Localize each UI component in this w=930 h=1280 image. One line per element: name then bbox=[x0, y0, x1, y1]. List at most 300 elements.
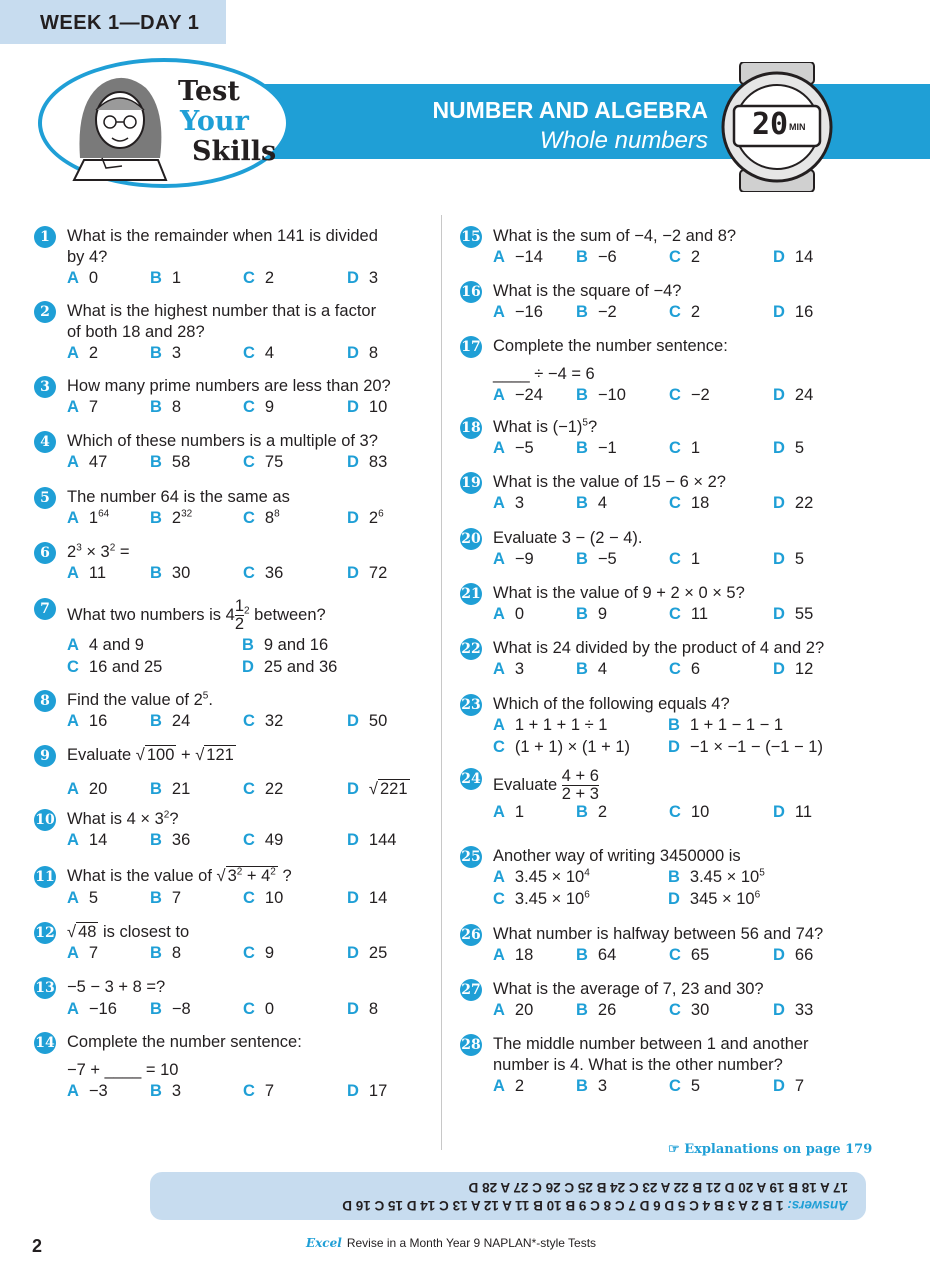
explanations-link[interactable] bbox=[668, 1142, 872, 1157]
option-value: −14 bbox=[514, 248, 543, 266]
option-letter: A bbox=[67, 398, 79, 416]
option-value: 2 bbox=[264, 269, 275, 287]
option-a[interactable] bbox=[67, 1081, 108, 1102]
option-d[interactable] bbox=[347, 711, 387, 732]
option-b[interactable] bbox=[150, 1081, 181, 1102]
option-value: 2 bbox=[597, 803, 608, 821]
option-value: 0 bbox=[264, 1000, 275, 1018]
option-value: 4 bbox=[597, 494, 608, 512]
question-text: −5 − 3 + 8 =? bbox=[67, 978, 166, 996]
option-a[interactable] bbox=[67, 711, 107, 732]
option-value: −10 bbox=[597, 386, 626, 404]
option-letter: A bbox=[67, 453, 79, 471]
superscript: 2 bbox=[163, 809, 170, 821]
option-b[interactable] bbox=[576, 549, 617, 570]
option-c[interactable] bbox=[243, 943, 274, 964]
option-a[interactable] bbox=[493, 385, 543, 406]
superscript: 6 bbox=[378, 508, 384, 520]
answers-label: Answers: bbox=[787, 1198, 848, 1213]
option-value: 4 and 9 bbox=[88, 636, 144, 654]
question-number-badge: 27 bbox=[460, 979, 482, 1001]
question-text-line-2: of both 18 and 28? bbox=[67, 323, 205, 341]
question-number-badge: 17 bbox=[460, 336, 482, 358]
option-c[interactable] bbox=[243, 999, 274, 1020]
option-d[interactable] bbox=[347, 779, 410, 800]
option-b[interactable] bbox=[150, 943, 181, 964]
option-c[interactable] bbox=[669, 1076, 700, 1097]
option-a[interactable] bbox=[67, 830, 107, 851]
option-b[interactable] bbox=[576, 438, 617, 459]
option-value: 1 bbox=[514, 803, 525, 821]
option-a[interactable] bbox=[67, 508, 109, 529]
option-value: $2^{32}$ bbox=[171, 508, 193, 527]
option-d[interactable] bbox=[773, 659, 813, 680]
option-letter: D bbox=[242, 658, 254, 676]
option-value: 1 + 1 − 1 − 1 bbox=[689, 716, 784, 734]
timer-unit: MIN bbox=[789, 122, 806, 132]
superscript: 5 bbox=[582, 417, 588, 429]
option-value: −16 bbox=[514, 303, 543, 321]
option-letter: B bbox=[150, 889, 162, 907]
option-b[interactable] bbox=[150, 508, 192, 529]
answers-strip bbox=[150, 1172, 866, 1220]
option-c[interactable] bbox=[669, 659, 700, 680]
option-value: 14 bbox=[368, 889, 388, 907]
option-d[interactable] bbox=[347, 888, 387, 909]
option-letter: C bbox=[669, 660, 681, 678]
option-value: $3.45 \times 10^5$ bbox=[689, 867, 765, 886]
option-value: 4 bbox=[264, 344, 275, 362]
option-letter: B bbox=[576, 248, 588, 266]
option-value: 10 bbox=[368, 398, 388, 416]
question-text: What is the value of 9 + 2 × 0 × 5? bbox=[493, 584, 745, 602]
option-value: 1 bbox=[171, 269, 182, 287]
option-value: 9 bbox=[597, 605, 608, 623]
option-letter: B bbox=[150, 398, 162, 416]
option-value: 2 bbox=[514, 1077, 525, 1095]
option-letter: B bbox=[150, 564, 162, 582]
option-value: −5 bbox=[597, 550, 617, 568]
option-c[interactable] bbox=[67, 657, 162, 678]
superscript: 6 bbox=[754, 889, 761, 901]
question-text-line-2: by 4? bbox=[67, 248, 108, 266]
option-letter: D bbox=[347, 831, 359, 849]
strand-title: NUMBER AND ALGEBRA bbox=[432, 97, 708, 123]
option-c[interactable] bbox=[243, 508, 280, 529]
superscript: 2 bbox=[270, 866, 276, 878]
option-letter: A bbox=[67, 944, 79, 962]
question-text: What is the remainder when 141 is divided bbox=[67, 227, 378, 245]
option-letter: C bbox=[669, 1001, 681, 1019]
option-d[interactable] bbox=[773, 604, 813, 625]
superscript: 4 bbox=[584, 867, 590, 879]
option-c[interactable] bbox=[669, 438, 700, 459]
option-value: −24 bbox=[514, 386, 543, 404]
option-value: −16 bbox=[88, 1000, 117, 1018]
radicand: 221 bbox=[379, 780, 408, 798]
question-number-badge: 11 bbox=[34, 866, 56, 888]
option-b[interactable] bbox=[576, 802, 607, 823]
option-letter: D bbox=[773, 439, 785, 457]
option-value bbox=[369, 779, 410, 798]
question-number-badge: 25 bbox=[460, 846, 482, 868]
option-a[interactable] bbox=[67, 943, 98, 964]
option-value: 47 bbox=[88, 453, 108, 471]
question-number-badge: 8 bbox=[34, 690, 56, 712]
option-d[interactable] bbox=[668, 889, 760, 910]
option-letter: B bbox=[668, 716, 680, 734]
option-a[interactable] bbox=[493, 1000, 533, 1021]
option-d[interactable] bbox=[347, 343, 378, 364]
option-b[interactable] bbox=[576, 604, 607, 625]
question-number-badge: 22 bbox=[460, 638, 482, 660]
option-a[interactable] bbox=[67, 268, 98, 289]
option-d[interactable] bbox=[347, 999, 378, 1020]
option-c[interactable] bbox=[243, 711, 283, 732]
test-your-skills-logo bbox=[38, 58, 290, 188]
question-number-badge: 7 bbox=[34, 598, 56, 620]
question-text-line-2: ____ ÷ −4 = 6 bbox=[493, 365, 595, 383]
option-letter: B bbox=[150, 944, 162, 962]
option-c[interactable] bbox=[669, 385, 710, 406]
option-b[interactable] bbox=[576, 247, 617, 268]
option-c[interactable] bbox=[669, 493, 709, 514]
option-b[interactable] bbox=[150, 999, 191, 1020]
radicand: $3^2 + 4^2$ bbox=[227, 866, 276, 885]
question-text: What two numbers is 4 $\frac{1}{2}$ $^2$ between? bbox=[67, 597, 326, 633]
option-a[interactable] bbox=[67, 452, 107, 473]
option-d[interactable] bbox=[773, 493, 813, 514]
option-value: 22 bbox=[264, 780, 284, 798]
option-c[interactable] bbox=[493, 889, 590, 910]
option-value: 3 bbox=[597, 1077, 608, 1095]
superscript: 32 bbox=[181, 508, 193, 520]
option-value: 8 bbox=[171, 398, 182, 416]
option-b[interactable] bbox=[576, 302, 617, 323]
option-d[interactable] bbox=[347, 268, 378, 289]
option-letter: A bbox=[493, 946, 505, 964]
option-letter: C bbox=[243, 269, 255, 287]
option-letter: C bbox=[669, 439, 681, 457]
option-d[interactable] bbox=[773, 802, 812, 823]
option-a[interactable] bbox=[67, 343, 98, 364]
option-a[interactable] bbox=[493, 802, 524, 823]
option-letter: B bbox=[576, 439, 588, 457]
option-letter: B bbox=[150, 269, 162, 287]
option-letter: C bbox=[243, 712, 255, 730]
option-b[interactable] bbox=[576, 659, 607, 680]
option-d[interactable] bbox=[773, 385, 813, 406]
question-text-line-2: number is 4. What is the other number? bbox=[493, 1056, 783, 1074]
option-letter: B bbox=[150, 831, 162, 849]
option-letter: A bbox=[493, 605, 505, 623]
option-letter: C bbox=[243, 344, 255, 362]
option-letter: B bbox=[576, 494, 588, 512]
option-a[interactable] bbox=[493, 867, 590, 888]
page-number: 2 bbox=[32, 1236, 43, 1256]
option-d[interactable] bbox=[668, 737, 823, 758]
option-d[interactable] bbox=[242, 657, 337, 678]
option-letter: D bbox=[347, 889, 359, 907]
option-letter: C bbox=[669, 550, 681, 568]
question-number-badge: 18 bbox=[460, 417, 482, 439]
timer-value: 20 bbox=[752, 107, 789, 142]
option-a[interactable] bbox=[493, 1076, 524, 1097]
option-value: −2 bbox=[690, 386, 710, 404]
topic-subtitle: Whole numbers bbox=[539, 127, 708, 154]
superscript: 5 bbox=[759, 867, 765, 879]
option-letter: D bbox=[347, 944, 359, 962]
option-d[interactable] bbox=[347, 830, 396, 851]
option-letter: D bbox=[773, 248, 785, 266]
option-a[interactable] bbox=[493, 438, 534, 459]
question-number-badge: 12 bbox=[34, 922, 56, 944]
option-c[interactable] bbox=[669, 945, 709, 966]
question-text: What is the value of 15 − 6 × 2? bbox=[493, 473, 726, 491]
option-a[interactable] bbox=[493, 247, 543, 268]
option-value: 2 bbox=[690, 248, 701, 266]
option-value: 10 bbox=[264, 889, 284, 907]
option-letter: A bbox=[67, 509, 79, 527]
option-b[interactable] bbox=[668, 715, 783, 736]
question-text: Find the value of $2^5$. bbox=[67, 690, 213, 709]
option-d[interactable] bbox=[773, 945, 813, 966]
option-b[interactable] bbox=[150, 830, 190, 851]
option-value: 11 bbox=[794, 803, 813, 821]
option-c[interactable] bbox=[243, 830, 283, 851]
option-b[interactable] bbox=[576, 945, 616, 966]
question-number-badge: 21 bbox=[460, 583, 482, 605]
option-c[interactable] bbox=[669, 604, 708, 625]
option-d[interactable] bbox=[773, 1076, 804, 1097]
option-value: 25 bbox=[368, 944, 388, 962]
option-value: 1 + 1 + 1 ÷ 1 bbox=[514, 716, 608, 734]
option-a[interactable] bbox=[67, 635, 144, 656]
option-c[interactable] bbox=[243, 268, 274, 289]
question-text: Evaluate 3 − (2 − 4). bbox=[493, 529, 643, 547]
option-b[interactable] bbox=[150, 888, 181, 909]
option-b[interactable] bbox=[150, 343, 181, 364]
option-letter: C bbox=[243, 780, 255, 798]
option-c[interactable] bbox=[243, 563, 283, 584]
question-number-badge: 1 bbox=[34, 226, 56, 248]
option-c[interactable] bbox=[243, 452, 283, 473]
superscript: 8 bbox=[274, 508, 280, 520]
option-letter: B bbox=[150, 1000, 162, 1018]
question-number-badge: 13 bbox=[34, 977, 56, 999]
option-letter: B bbox=[576, 1077, 588, 1095]
question-number-badge: 20 bbox=[460, 528, 482, 550]
option-b[interactable] bbox=[242, 635, 328, 656]
option-a[interactable] bbox=[493, 659, 524, 680]
option-letter: D bbox=[773, 550, 785, 568]
option-d[interactable] bbox=[347, 1081, 387, 1102]
option-letter: D bbox=[773, 494, 785, 512]
question-text: What is $(-1)^5$? bbox=[493, 417, 598, 436]
logo-word-skills: Skills bbox=[192, 136, 277, 167]
option-letter: A bbox=[67, 712, 79, 730]
option-d[interactable] bbox=[347, 508, 384, 529]
square-root: √ 121 bbox=[195, 746, 234, 764]
option-value: 0 bbox=[514, 605, 525, 623]
option-c[interactable] bbox=[243, 1081, 274, 1102]
option-value: 72 bbox=[368, 564, 388, 582]
option-a[interactable] bbox=[67, 563, 106, 584]
option-letter: B bbox=[576, 660, 588, 678]
question-number-badge: 28 bbox=[460, 1034, 482, 1056]
option-c[interactable] bbox=[669, 247, 700, 268]
option-c[interactable] bbox=[493, 737, 630, 758]
question-number-badge: 10 bbox=[34, 809, 56, 831]
option-letter: D bbox=[347, 564, 359, 582]
option-value: −6 bbox=[597, 248, 617, 266]
option-value: 3 bbox=[171, 1082, 182, 1100]
square-root: √ 221 bbox=[368, 780, 408, 798]
question-number-badge: 6 bbox=[34, 542, 56, 564]
question-text: Which of these numbers is a multiple of 3? bbox=[67, 432, 378, 450]
option-letter: C bbox=[243, 831, 255, 849]
question-text: Another way of writing 3450000 is bbox=[493, 847, 741, 865]
option-a[interactable] bbox=[493, 493, 524, 514]
option-b[interactable] bbox=[150, 779, 190, 800]
option-d[interactable] bbox=[347, 452, 387, 473]
radicand: 48 bbox=[78, 923, 97, 941]
option-a[interactable] bbox=[493, 945, 533, 966]
option-value: 4 bbox=[597, 660, 608, 678]
option-letter: C bbox=[669, 248, 681, 266]
option-b[interactable] bbox=[150, 268, 181, 289]
option-letter: A bbox=[493, 716, 505, 734]
option-b[interactable] bbox=[150, 711, 190, 732]
option-letter: C bbox=[669, 303, 681, 321]
option-value: 36 bbox=[171, 831, 191, 849]
question-number-badge: 16 bbox=[460, 281, 482, 303]
option-b[interactable] bbox=[150, 452, 190, 473]
option-a[interactable] bbox=[67, 397, 98, 418]
option-b[interactable] bbox=[150, 397, 181, 418]
option-value: 5 bbox=[794, 439, 805, 457]
option-letter: C bbox=[243, 944, 255, 962]
option-letter: A bbox=[67, 1082, 79, 1100]
option-c[interactable] bbox=[669, 302, 700, 323]
logo-word-your: Your bbox=[180, 106, 249, 137]
option-letter: A bbox=[67, 780, 79, 798]
option-value: 22 bbox=[794, 494, 814, 512]
option-letter: A bbox=[67, 344, 79, 362]
option-d[interactable] bbox=[347, 563, 387, 584]
option-value: 18 bbox=[690, 494, 710, 512]
option-d[interactable] bbox=[347, 397, 387, 418]
option-value: 49 bbox=[264, 831, 284, 849]
option-a[interactable] bbox=[493, 715, 607, 736]
week-day-label: WEEK 1—DAY 1 bbox=[0, 0, 226, 44]
option-c[interactable] bbox=[243, 779, 283, 800]
option-a[interactable] bbox=[67, 999, 117, 1020]
option-a[interactable] bbox=[67, 888, 98, 909]
option-b[interactable] bbox=[576, 1000, 616, 1021]
option-value: 14 bbox=[794, 248, 814, 266]
question-text: Which of the following equals 4? bbox=[493, 695, 730, 713]
option-c[interactable] bbox=[669, 549, 700, 570]
question-text: What number is halfway between 56 and 74? bbox=[493, 925, 824, 943]
question-text: What is the average of 7, 23 and 30? bbox=[493, 980, 764, 998]
option-letter: D bbox=[773, 803, 785, 821]
option-value: 8 bbox=[368, 344, 379, 362]
option-a[interactable] bbox=[67, 779, 107, 800]
option-value: 7 bbox=[264, 1082, 275, 1100]
option-value: 3 bbox=[368, 269, 379, 287]
option-letter: A bbox=[67, 564, 79, 582]
option-letter: A bbox=[493, 550, 505, 568]
pointing-hand-icon: ☞ bbox=[668, 1142, 685, 1157]
option-b[interactable] bbox=[576, 1076, 607, 1097]
question-number-badge: 3 bbox=[34, 376, 56, 398]
option-value: 83 bbox=[368, 453, 388, 471]
option-letter: C bbox=[243, 509, 255, 527]
option-letter: C bbox=[243, 889, 255, 907]
option-value: 16 bbox=[88, 712, 108, 730]
option-letter: D bbox=[347, 1000, 359, 1018]
question-text: What is the sum of −4, −2 and 8? bbox=[493, 227, 737, 245]
option-letter: A bbox=[493, 248, 505, 266]
option-b[interactable] bbox=[576, 493, 607, 514]
option-b[interactable] bbox=[150, 563, 190, 584]
question-number-badge: 5 bbox=[34, 487, 56, 509]
option-value: 24 bbox=[171, 712, 191, 730]
option-a[interactable] bbox=[493, 604, 524, 625]
option-c[interactable] bbox=[243, 888, 283, 909]
superscript: 2 bbox=[244, 605, 250, 617]
superscript: 2 bbox=[236, 866, 243, 878]
option-a[interactable] bbox=[493, 302, 543, 323]
option-b[interactable] bbox=[668, 867, 765, 888]
option-b[interactable] bbox=[576, 385, 626, 406]
option-letter: B bbox=[242, 636, 254, 654]
option-c[interactable] bbox=[243, 397, 274, 418]
book-title-text: Revise in a Month Year 9 NAPLAN*-style Tests bbox=[346, 1236, 597, 1250]
option-d[interactable] bbox=[773, 247, 813, 268]
option-a[interactable] bbox=[493, 549, 534, 570]
option-d[interactable] bbox=[773, 1000, 813, 1021]
question-text: Complete the number sentence: bbox=[493, 337, 728, 355]
option-d[interactable] bbox=[347, 943, 387, 964]
option-letter: D bbox=[347, 453, 359, 471]
option-value: 3 bbox=[514, 494, 525, 512]
option-c[interactable] bbox=[243, 343, 274, 364]
option-c[interactable] bbox=[669, 1000, 709, 1021]
option-value: 5 bbox=[794, 550, 805, 568]
option-value: 9 bbox=[264, 944, 275, 962]
option-value: 144 bbox=[368, 831, 397, 849]
question-number-badge: 2 bbox=[34, 301, 56, 323]
question-text: Evaluate √ 100 + √ 121 bbox=[67, 746, 234, 764]
option-value: 7 bbox=[88, 944, 99, 962]
superscript: 5 bbox=[202, 690, 209, 702]
option-value: 8 bbox=[368, 1000, 379, 1018]
option-letter: A bbox=[67, 636, 79, 654]
option-letter: B bbox=[150, 453, 162, 471]
option-d[interactable] bbox=[773, 302, 813, 323]
option-d[interactable] bbox=[773, 549, 804, 570]
option-value: 1 bbox=[690, 550, 701, 568]
option-letter: C bbox=[243, 398, 255, 416]
answers-row-2: 17 A 18 B 19 A 20 D 21 B 22 A 23 C 24 B 25 C 26 C 27 A 28 D bbox=[468, 1180, 848, 1195]
option-letter: A bbox=[67, 1000, 79, 1018]
upside-down-answers bbox=[150, 1172, 866, 1220]
option-d[interactable] bbox=[773, 438, 804, 459]
option-letter: C bbox=[493, 738, 505, 756]
option-c[interactable] bbox=[669, 802, 709, 823]
